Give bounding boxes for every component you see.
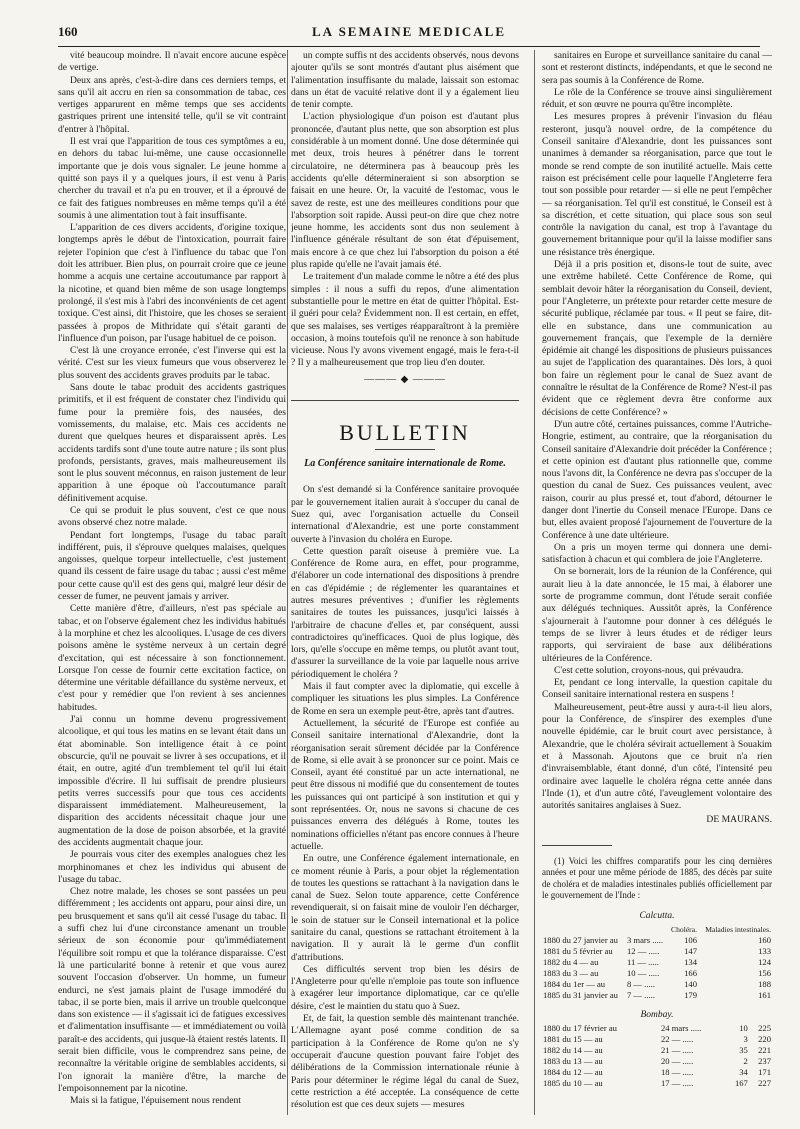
table-cell: 1880 du 27 janvier au bbox=[543, 935, 618, 945]
table-row bbox=[542, 946, 772, 957]
table-cell: 7 — ..... bbox=[626, 990, 655, 1000]
paragraph: Mais si la fatigue, l'épuisement nous rendent bbox=[70, 1095, 241, 1107]
paragraph: Actuellement, la sécurité de l'Europe est confiée au Conseil sanitaire international d'Alexandrie, dont la réorganisation serait sûrement décidée par la Conférence de Rome, si elle avait à se prononcer sur ce point. Mais ce Conseil, ayant été constitué par un acte international, ne peut être dissous ni modifié que du consentement de toutes les puissances qui ont participé à son institution et qui y sont représentées. Or, nous ne savons si chacune de ces puissances enverra des délégués à Rome, toutes les nominations officielles n'étant pas encore connues à l'heure actuelle. bbox=[291, 717, 519, 852]
paragraph: En outre, une Conférence également internationale, en ce moment réunie à Paris, a pour objet la réglementation de toutes les questions se rattachant à la navigation dans le canal de Suez. Selon toute apparence, cette Conférence revendiquerait, si on faisait mine de vouloir l'en décharger, le soin de statuer sur le Conseil international et la police sanitaire du canal, questions se rattachant étroitement à la navigation. Il y aurait là le germe d'un conflit d'attributions. bbox=[291, 853, 519, 963]
table-header-row bbox=[542, 924, 772, 935]
footnote: (1) Voici les chiffres comparatifs pour les cinq dernières années et pour une même période de 1885, des décès par suite de choléra et de maladies intestinales publiés officiellement par le gouvernement de l'Inde : bbox=[542, 855, 772, 901]
journal-title: LA SEMAINE MEDICALE bbox=[311, 24, 507, 39]
column-header bbox=[542, 924, 626, 935]
table-cell: 1883 du 3 — au bbox=[543, 968, 599, 978]
paragraph: J'ai connu un homme devenu progressivement alcoolique, et qui tous les matins en se levant était dans un état abominable. Son intelligence était à ce point obscurcie, qu'il ne pouvait se livrer à ses occupations, et il était, en outre, agité d'un tremblement tel qu'il lui était impossible d'écrire. Il lui suffisait de prendre plusieurs petits verres successifs pour que tous ces accidents disparaissent immédiatement. Malheureusement, la disparition des accidents nécessitait chaque jour une augmentation de la dose de poison absorbée, et la gravité des accidents augmentait chaque jour. bbox=[58, 714, 286, 848]
table-cell: 10 — ..... bbox=[626, 968, 660, 978]
table-cell: 17 — ..... bbox=[660, 1078, 694, 1089]
paragraph: Ce qui se produit le plus souvent, c'est ce que nous avons observé chez notre malade. bbox=[58, 504, 286, 529]
table-cell: 10 bbox=[739, 1023, 748, 1034]
bulletin-heading: BULLETIN bbox=[339, 420, 471, 446]
table-row bbox=[542, 957, 772, 968]
table-cell: 11 — ..... bbox=[626, 957, 659, 967]
page-number: 160 bbox=[58, 24, 78, 39]
paragraph: Les mesures propres à prévenir l'invasion du fléau resteront, jusqu'à nouvel ordre, de la compétence du Conseil sanitaire d'Alexandrie, dont les puissances sont unanimes à demander sa réorganisation, parce que tout le monde se rend compte de son inutilité actuelle. Mais cette raison est précisément celle pour laquelle l'Angleterre fera tout son possible pour retarder — si elle ne peut l'empêcher — sa réorganisation. Tel qu'il est constitué, le Conseil est à sa discrétion, et cette situation, qui place sous son seul contrôle la navigation du canal, est trop à l'avantage du gouvernement britannique pour qu'il la laisse modifier sans une résistance très énergique. bbox=[542, 111, 772, 258]
table-cell: 227 bbox=[758, 1078, 771, 1089]
table-cell: 21 — ..... bbox=[660, 1045, 694, 1056]
paragraph: un compte suffis nt des accidents observés, nous devons ajouter qu'ils se sont montrés d'autant plus aisément que l'alimentation insuffisante du malade, laissait son estomac dans un état de vacuité relative dont il y a également lieu de tenir compte. bbox=[291, 50, 519, 111]
table-cell: 34 bbox=[739, 1067, 748, 1078]
paragraph: Pendant fort longtemps, l'usage du tabac paraît indifférent, puis, il s'éprouve quelques malaises, quelques angoisses, quelque torpeur intellectuelle, c'est justement quand ils cessent de faire usage du tabac ; aussi c'est même pour cette cause qu'il est des gens qui, malgré leur désir de cesser de fumer, ne peuvent jamais y arriver. bbox=[58, 529, 286, 603]
paragraph: Déjà il a pris position et, disons-le tout de suite, avec une extrême habileté. Cette Conférence de Rome, qui semblait devoir hâter la réorganisation du Conseil, devient, pour l'Angleterre, un prétexte pour retarder cette mesure de sécurité publique, réclamée par tous. « Il peut se faire, dit-elle en substance, dans une communication au gouvernement français, que l'exemple de la dernière épidémie ait changé les dispositions de plusieurs puissances au sujet de l'application des quarantaines. Dès lors, à quoi bon faire un règlement pour le canal de Suez avant de connaître le résultat de la Conférence de Rome? N'est-il pas évident que ce règlement devra être conforme aux décisions de cette Conférence? » bbox=[542, 259, 772, 418]
table-row bbox=[542, 1023, 772, 1034]
bulletin-underline bbox=[375, 449, 435, 450]
paragraph: L'action physiologique d'un poison est d'autant plus prononcée, d'autant plus nette, que son absorption est plus considérable à un moment donné. Une dose déterminée qui met deux, trois heures à pénétrer dans le torrent circulatoire, ne déterminera pas à beaucoup près les accidents qu'elle détermineraient si son absorption se faisait en une heure. Or, la vacuité de l'estomac, vous le savez de reste, est une des meilleures conditions pour que l'absorption soit rapide. Aussi peut-on dire que chez notre jeune homme, les accidents sont dus non seulement à l'influence générale résultant de son état d'épuisement, mais encore à ce que chez lui l'absorption du poison a été plus rapide qu'elle ne l'avait jamais été. bbox=[291, 111, 519, 271]
paragraph: Il est vrai que l'apparition de tous ces symptômes a eu, en dehors du tabac lui-même, une cause occasionnelle importante que je dois vous signaler. Le jeune homme a quitté son pays il y a quelques jours, il est venu à Paris chercher du travail et n'a pu en trouver, et il a éprouvé de ce fait des fatigues nombreuses en même temps qu'il a été soumis à une alimentation tout à fait insuffisante. bbox=[58, 136, 286, 221]
table-cell: 140 bbox=[684, 979, 697, 989]
table-cell: 134 bbox=[684, 957, 697, 967]
section-ornament: ——— ◆ ——— bbox=[364, 373, 446, 385]
paragraph: Malheureusement, peut-être aussi y aura-t-il lieu alors, pour la Conférence, de s'inspirer des exemples d'une nouvelle épidémie, car le bruit court avec persistance, à Alexandrie, que le choléra sévirait actuellement à Souakim et à Massonah. Ajoutons que ce bruit n'a rien d'invraisemblable, étant donné, d'un côté, l'intensité peu ordinaire avec laquelle le choléra régna cette année dans l'Inde (1), et d'un autre côté, l'aveuglement volontaire des autorités sanitaires anglaises à Suez. bbox=[542, 701, 772, 812]
table-cell: 188 bbox=[758, 979, 771, 989]
column-middle bbox=[291, 50, 519, 1110]
statistics-table bbox=[542, 1023, 772, 1089]
column-divider bbox=[534, 50, 535, 1115]
table-cell: 1884 du 12 — au bbox=[543, 1067, 603, 1078]
paragraph: Chez notre malade, les choses se sont passées un peu différemment ; les accidents ont apparu, pour ainsi dire, un peu brusquement et sans qu'il ait cessé l'usage du tabac. Il a suffi chez lui d'une circonstance amenant un trouble sérieux de son économie pour qu'immédiatement l'équilibre soit rompu et que la tolérance disparaisse. C'est là une particularité bonne à retenir et que vous aurez souvent l'occasion d'observer. Un homme, un fumeur endurci, ne s'est jamais plaint de l'usage immodéré du tabac, il se porte bien, mais il arrive un trouble quelconque dans son existence — il s'agissait ici de fatigues excessives et d'alimentation insuffisante — et immédiatement ou voilà paraît-e des accidents, qui jusque-là étaient restés latents. Il serait bien difficile, vous le comprendrez sans peine, de reconnaître la véritable origine de semblables accidents, si l'on ignorait la manière d'être, la marche de l'empoisonnement par la nicotine. bbox=[58, 886, 286, 1094]
table-cell: 124 bbox=[758, 957, 771, 967]
table-cell: 1882 du 4 — au bbox=[543, 957, 599, 967]
article-continuation bbox=[291, 50, 519, 370]
column-header: Maladies intestinales. bbox=[705, 925, 771, 934]
table-cell: 161 bbox=[758, 990, 771, 1000]
page-header bbox=[58, 24, 760, 46]
table-cell: 133 bbox=[758, 946, 771, 956]
table-cell: 225 bbox=[758, 1023, 771, 1034]
paragraph: C'est là une croyance erronée, c'est l'inverse qui est la vérité. C'est sur les vieux fumeurs que vous observerez le plus souvent des accidents graves produits par le tabac. bbox=[58, 345, 286, 381]
paragraph: sanitaires en Europe et surveillance sanitaire du canal — sont et resteront distincts, indépendants, et que le second ne sera pas soumis à la Conférence de Rome. bbox=[542, 50, 772, 86]
paragraph: D'un autre côté, certaines puissances, comme l'Autriche-Hongrie, estiment, au contraire, que la réorganisation du Conseil sanitaire d'Alexandrie doit précéder la Conférence ; et cette opinion est d'autant plus rationnelle que, comme nous l'avons dit, la Conférence ne devra pas s'occuper de la question du canal de Suez. Ces puissances veulent, avec raison, courir au plus pressé et, tout d'abord, détourner le danger dont l'inertie du Conseil menace l'Europe. Dans ce but, elles avaient proposé l'ajournement de l'ouverture de la Conférence à une date ultérieure. bbox=[542, 418, 772, 541]
bulletin-body bbox=[291, 484, 519, 1110]
statistics-table bbox=[542, 924, 772, 1001]
paragraph: C'est cette solution, croyons-nous, qui prévaudra. bbox=[554, 664, 744, 676]
paragraph: Et, pendant ce long intervalle, la question capitale du Conseil sanitaire international restera en suspens ! bbox=[542, 677, 772, 701]
table-cell: 1881 du 15 — au bbox=[543, 1034, 603, 1045]
table-row bbox=[542, 1045, 772, 1056]
paragraph: Je pourrais vous citer des exemples analogues chez les morphinomanes et chez les individus qui abusent de l'usage du tabac. bbox=[58, 849, 286, 885]
table-cell: 1883 du 13 — au bbox=[543, 1056, 603, 1067]
paragraph: vité beaucoup moindre. Il n'avait encore aucune espèce de vertige. bbox=[58, 50, 286, 74]
paragraph: L'apparition de ces divers accidents, d'origine toxique, longtemps après le début de l'intoxication, pourrait faire rejeter l'opinion que c'est à l'influence du tabac que l'on doit les attribuer. Bien plus, on pourrait croire que ce jeune homme a acquis une certaine accoutumance par rapport à la nicotine, et quand bien même de son usage longtemps prolongé, il s'est mis à l'abri des inconvénients de cet agent toxique. C'est ainsi, dit l'histoire, que les choses se seraient passées à propos de Mithridate qui s'était garanti de l'influence d'un poison, par l'usage habituel de ce poison. bbox=[58, 222, 286, 344]
table-cell: 24 mars ..... bbox=[660, 1023, 702, 1034]
statistics-tables bbox=[542, 910, 772, 1090]
footnote-rule bbox=[542, 845, 612, 846]
table-cell: 1885 du 31 janvier au bbox=[543, 990, 618, 1000]
table-row bbox=[542, 979, 772, 990]
paragraph: Deux ans après, c'est-à-dire dans ces derniers temps, et sans qu'il ait accru en rien sa consommation de tabac, ces vertiges apparurent en même temps que ses accidents gastriques prirent une intensité telle, qu'il se vit contraint d'entrer à l'hôpital. bbox=[58, 74, 286, 135]
table-row bbox=[542, 935, 772, 946]
column-left bbox=[58, 50, 286, 1110]
table-row bbox=[542, 1078, 772, 1089]
column-right bbox=[542, 50, 772, 1110]
table-cell: 1881 du 5 février au bbox=[543, 946, 613, 956]
paragraph: Cette manière d'être, d'ailleurs, n'est pas spéciale au tabac, et on l'observe également chez les individus habitués à la morphine et chez les alcooliques. L'usage de ces divers poisons amène le système nerveux à un certain degré d'excitation, qui est nécessaire à son fonctionnement. Lorsque l'on cesse de fournir cette excitation factice, on détermine une véritable défaillance du système nerveux, et c'est pour y remédier que l'on revient à ses anciennes habitudes. bbox=[58, 603, 286, 713]
table-cell: 3 bbox=[743, 1034, 748, 1045]
table-row bbox=[542, 968, 772, 979]
paragraph: On a pris un moyen terme qui donnera une demi-satisfaction à chacun et qui comblera de joie l'Angleterre. bbox=[542, 541, 772, 566]
table-cell: 20 — ..... bbox=[660, 1056, 694, 1067]
table-cell: 3 mars ..... bbox=[626, 935, 664, 945]
bulletin-rule bbox=[291, 400, 519, 401]
table-cell: 22 — ..... bbox=[660, 1034, 694, 1045]
table-row bbox=[542, 1067, 772, 1078]
column-divider bbox=[287, 50, 288, 1115]
table-cell: 1884 du 1er — au bbox=[543, 979, 606, 989]
table-cell: 171 bbox=[758, 1067, 771, 1078]
table-caption: Bombay. bbox=[640, 1010, 674, 1020]
header-rule bbox=[58, 46, 760, 47]
table-cell: 160 bbox=[758, 935, 771, 945]
paragraph: Sans doute le tabac produit des accidents gastriques primitifs, et il est fréquent de constater chez l'individu qui fume pour la première fois, des nausées, des vomissements, du malaise, etc. Mais ces accidents ne durent que quelques heures et disparaissent après. Les accidents tardifs sont d'une toute autre nature ; ils sont plus profonds, persistants, graves, mais malheureusement ils sont le plus souvent méconnus, en raison justement de leur apparition à une époque où l'accoutumance paraît définitivement acquise. bbox=[58, 382, 286, 504]
table-cell: 179 bbox=[684, 990, 697, 1000]
paragraph: Ces difficultés servent trop bien les désirs de l'Angleterre pour qu'elle n'emploie pas toute son influence à exagérer leur importance diplomatique, car ce qu'elle désire, c'est le maintien du statu quo à Suez. bbox=[291, 963, 519, 1012]
table-cell: 221 bbox=[758, 1045, 771, 1056]
table-cell: 2 bbox=[743, 1056, 748, 1067]
bulletin-continuation bbox=[542, 50, 772, 812]
table-cell: 237 bbox=[758, 1056, 771, 1067]
table-row bbox=[542, 990, 772, 1001]
paragraph: On s'est demandé si la Conférence sanitaire provoquée par le gouvernement italien aurait à s'occuper du canal de Suez qui, avec l'organisation actuelle du Conseil international d'Alexandrie, est une porte constamment ouverte à l'invasion du choléra en Europe. bbox=[291, 484, 519, 545]
table-cell: 12 — ..... bbox=[626, 946, 660, 956]
table-cell: 147 bbox=[684, 946, 697, 956]
paragraph: Mais il faut compter avec la diplomatie, qui excelle à compliquer les situations les plus simples. La Conférence de Rome en sera un exemple peut-être, après tant d'autres. bbox=[291, 681, 519, 717]
paragraph: Et, de fait, la question semble dès maintenant tranchée. L'Allemagne ayant posé comme condition de sa participation à la Conférence de Rome qu'on ne s'y occuperait d'aucune question pouvant faire l'objet des délibérations de la Commission internationale réunie à Paris pour déterminer le régime légal du canal de Suez, cette restriction a été acceptée. La conséquence de cette résolution est que ces deux sujets — mesures bbox=[291, 1013, 519, 1110]
table-cell: 1885 du 10 — au bbox=[543, 1078, 603, 1089]
author-signature: DE MAURANS. bbox=[706, 814, 772, 826]
paragraph: Le traitement d'un malade comme le nôtre a été des plus simples : il nous a suffi du repos, d'une alimentation substantielle pour le mettre en état de quitter l'hôpital. Est-il guéri pour cela? Évidemment non. Il est certain, en effet, que ses malaises, ses vertiges réapparaîtront à la première occasion, à moins toutefois qu'il ne renonce à son habitude vicieuse. Nous l'y avons vivement engagé, mais le fera-t-il ? Il y a malheureusement que trop lieu d'en douter. bbox=[291, 271, 519, 369]
table-cell: 8 — ..... bbox=[626, 979, 655, 989]
table-cell: 166 bbox=[684, 968, 697, 978]
table-row bbox=[542, 1034, 772, 1045]
table-cell: 220 bbox=[758, 1034, 771, 1045]
paragraph: Cette question paraît oiseuse à première vue. La Conférence de Rome aura, en effet, pour programme, d'élaborer un code international des dispositions à prendre en cas d'épidémie ; de réglementer les quarantaines et autres mesures préventives ; d'unifier les règlements sanitaires de toutes les puissances, jusqu'ici laissés à l'arbitraire de chacune d'elles et, par conséquent, aussi contradictoires qu'inefficaces. Quoi de plus logique, dès lors, qu'elle s'occupe en même temps, ou plutôt avant tout, d'assurer la surveillance de la voie par laquelle nous arrive périodiquement le choléra ? bbox=[291, 545, 519, 680]
table-cell: 106 bbox=[684, 935, 697, 945]
table-row bbox=[542, 1056, 772, 1067]
table-cell: 35 bbox=[739, 1045, 748, 1056]
bulletin-subtitle: La Conférence sanitaire internationale de Rome. bbox=[304, 458, 506, 470]
table-cell: 167 bbox=[734, 1078, 748, 1089]
table-cell: 1882 du 14 — au bbox=[543, 1045, 603, 1056]
table-caption: Calcutta. bbox=[639, 910, 675, 921]
column-header: Choléra. bbox=[671, 925, 697, 934]
table-cell: 18 — ..... bbox=[660, 1067, 694, 1078]
paragraph: Le rôle de la Conférence se trouve ainsi singulièrement réduit, et son œuvre ne pourra qu'être incomplète. bbox=[542, 86, 772, 111]
column-header bbox=[626, 924, 668, 935]
paragraph: On se bornerait, lors de la réunion de la Conférence, qui aurait lieu à la date annoncée, le 15 mai, à élaborer une sorte de programme commun, dont l'étude serait confiée aux délégués techniques. Aussitôt après, la Conférence s'ajournerait à l'automne pour donner à ces délégués le temps de se livrer à leurs études et de rédiger leurs rapports, qui serviraient de base aux délibérations ultérieures de la Conférence. bbox=[542, 566, 772, 664]
table-cell: 1880 du 17 février au bbox=[543, 1023, 617, 1034]
table-cell: 156 bbox=[758, 968, 771, 978]
